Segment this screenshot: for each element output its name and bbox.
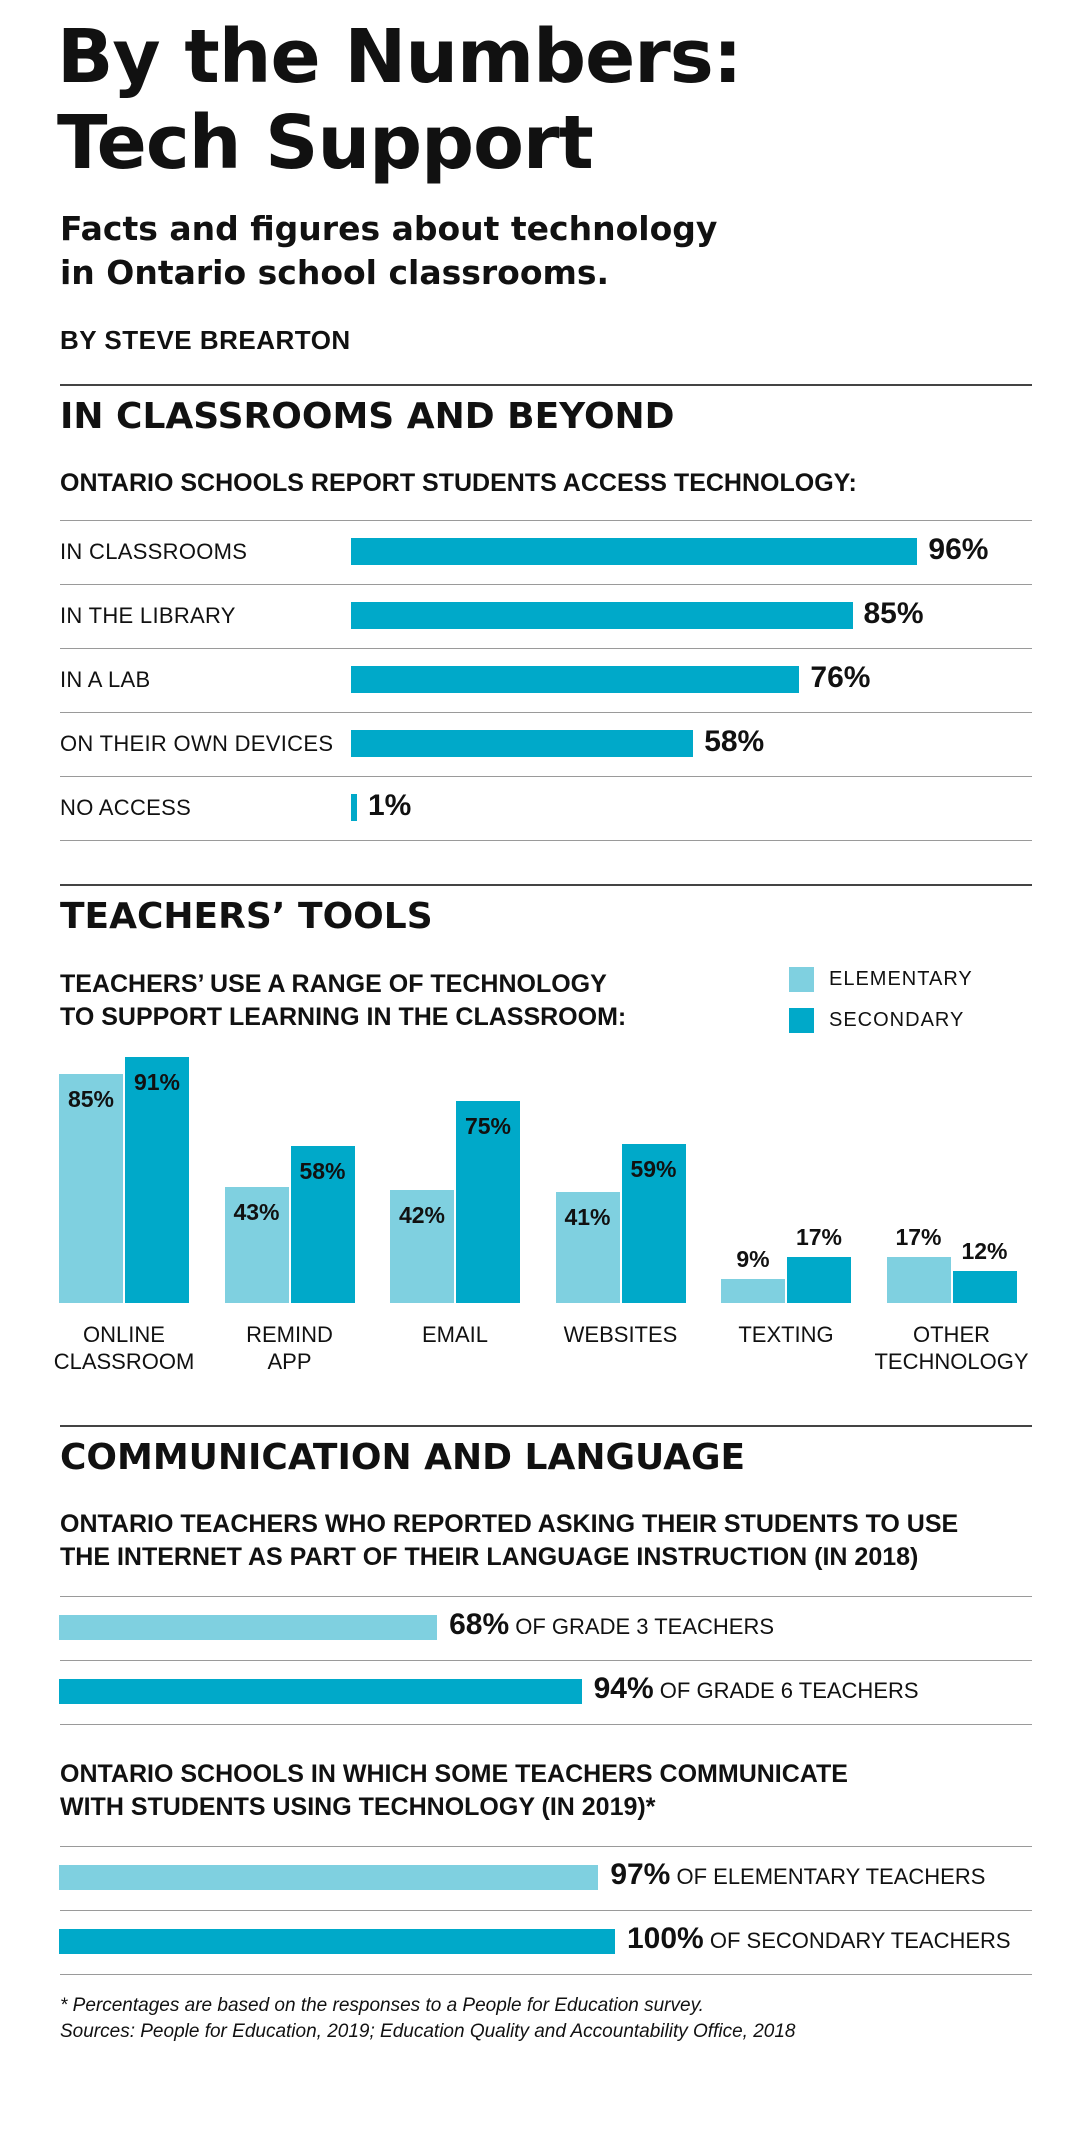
tools-category-label [867, 1321, 1037, 1375]
tools-category-label-line: EMAIL [421, 1322, 489, 1347]
internet-question-line-2: THE INTERNET AS PART OF THEIR LANGUAGE INSTRUCTION (IN 2018) [60, 1543, 919, 1571]
row-divider [60, 1724, 1032, 1725]
row-divider [60, 712, 1032, 713]
tools-bar-secondary [787, 1257, 851, 1303]
section-divider [60, 1425, 1032, 1427]
legend-label-secondary: SECONDARY [829, 1009, 965, 1031]
tools-value-label: 59% [630, 1155, 677, 1182]
tools-value-label: 17% [795, 1224, 843, 1251]
internet-question [60, 1508, 958, 1574]
row-divider [60, 1596, 1032, 1597]
tools-category-label-line: APP [267, 1349, 312, 1374]
tools-category-label [205, 1321, 375, 1375]
row-divider [60, 1974, 1032, 1975]
sources: Sources: People for Education, 2019; Education Quality and Accountability Office, 2018 [60, 2021, 796, 2042]
tools-value-label: 12% [961, 1237, 1008, 1264]
tools-value-label: 58% [299, 1158, 346, 1185]
legend-swatch-elementary [789, 967, 814, 992]
access-bar [351, 730, 693, 757]
comm-bar [59, 1929, 615, 1954]
tools-category-label-line: TECHNOLOGY [874, 1349, 1029, 1374]
row-divider [60, 840, 1032, 841]
section-title-classrooms: IN CLASSROOMS AND BEYOND [60, 396, 675, 437]
comm-value-label: 97% [610, 1858, 671, 1891]
tools-category-label-line: CLASSROOM [53, 1349, 195, 1374]
comm-bar [59, 1615, 437, 1640]
comm-value-label: 100% [627, 1922, 704, 1955]
tools-value-label: 43% [233, 1198, 280, 1225]
subtitle-line-2: in Ontario school classrooms. [60, 253, 610, 292]
section-title-tools: TEACHERS’ TOOLS [60, 896, 433, 937]
tools-value-label: 42% [398, 1201, 446, 1228]
row-divider [60, 520, 1032, 521]
tools-value-label: 75% [464, 1112, 512, 1139]
tools-category-label [39, 1321, 209, 1375]
row-divider [60, 584, 1032, 585]
access-question: ONTARIO SCHOOLS REPORT STUDENTS ACCESS TECHNOLOGY: [60, 469, 857, 497]
tools-bar-elementary [721, 1279, 785, 1303]
comm-bar [59, 1865, 598, 1890]
tools-bar-secondary [953, 1271, 1017, 1303]
comm-label [594, 1672, 919, 1706]
comm-label [449, 1608, 774, 1642]
subtitle-line-1: Facts and figures about technology [60, 209, 718, 248]
tools-category-label-line: REMIND [246, 1322, 333, 1347]
tools-question-line-2: TO SUPPORT LEARNING IN THE CLASSROOM: [60, 1003, 627, 1031]
tools-value-label: 91% [133, 1069, 181, 1096]
access-bar [351, 602, 853, 629]
main-title [57, 14, 1037, 186]
row-divider [60, 776, 1032, 777]
row-divider [60, 648, 1032, 649]
title-line-1: By the Numbers: [57, 14, 742, 100]
tools-question-line-1: TEACHERS’ USE A RANGE OF TECHNOLOGY [60, 970, 607, 998]
subtitle [60, 207, 960, 295]
tools-category-label-line: TEXTING [738, 1322, 834, 1347]
tools-category-label [536, 1321, 706, 1348]
comm-value-label: 94% [593, 1672, 654, 1705]
row-divider [60, 1660, 1032, 1661]
communicate-question-line-1: ONTARIO SCHOOLS IN WHICH SOME TEACHERS COMMUNICATE [60, 1760, 848, 1788]
access-row-label: ON THEIR OWN DEVICES [60, 731, 334, 756]
access-value-label: 76% [810, 661, 871, 694]
access-row-label: IN THE LIBRARY [60, 603, 236, 628]
access-row-label: NO ACCESS [60, 795, 192, 820]
comm-value-label: 68% [449, 1608, 510, 1641]
comm-category-label: OF GRADE 6 TEACHERS [659, 1678, 919, 1703]
tools-category-label [370, 1321, 540, 1348]
section-divider [60, 384, 1032, 386]
tools-question [60, 968, 626, 1034]
byline: BY STEVE BREARTON [60, 325, 351, 355]
row-divider [60, 1846, 1032, 1847]
access-value-label: 58% [704, 725, 765, 758]
access-row-label: IN A LAB [60, 667, 151, 692]
tools-category-label-line: WEBSITES [563, 1322, 678, 1347]
access-bar [351, 794, 357, 821]
access-bar [351, 666, 799, 693]
communicate-question [60, 1758, 848, 1824]
comm-label [627, 1922, 1011, 1956]
tools-category-label-line: OTHER [913, 1322, 990, 1347]
legend-swatch-secondary [789, 1008, 814, 1033]
access-bar [351, 538, 917, 565]
tools-value-label: 41% [564, 1204, 611, 1231]
title-line-2: Tech Support [57, 100, 593, 186]
comm-category-label: OF ELEMENTARY TEACHERS [676, 1864, 986, 1889]
internet-question-line-1: ONTARIO TEACHERS WHO REPORTED ASKING THEIR STUDENTS TO USE [60, 1510, 959, 1538]
section-title-communication: COMMUNICATION AND LANGUAGE [60, 1437, 746, 1478]
tools-bar-elementary [887, 1257, 951, 1303]
access-value-label: 85% [863, 597, 924, 630]
row-divider [60, 1910, 1032, 1911]
footnote: * Percentages are based on the responses to a People for Education survey. [60, 1995, 704, 2016]
tools-value-label: 17% [895, 1224, 942, 1251]
tools-value-label: 85% [67, 1085, 115, 1112]
comm-label [610, 1858, 985, 1892]
communicate-question-line-2: WITH STUDENTS USING TECHNOLOGY (IN 2019)* [60, 1793, 656, 1821]
section-divider [60, 884, 1032, 886]
tools-category-label [701, 1321, 871, 1348]
access-row-label: IN CLASSROOMS [60, 539, 248, 564]
comm-bar [59, 1679, 582, 1704]
legend-label-elementary: ELEMENTARY [829, 968, 973, 990]
comm-category-label: OF SECONDARY TEACHERS [709, 1928, 1011, 1953]
tools-value-label: 9% [736, 1245, 770, 1272]
comm-category-label: OF GRADE 3 TEACHERS [515, 1614, 775, 1639]
access-value-label: 96% [928, 533, 989, 566]
access-value-label: 1% [368, 789, 412, 822]
tools-category-label-line: ONLINE [83, 1322, 165, 1347]
